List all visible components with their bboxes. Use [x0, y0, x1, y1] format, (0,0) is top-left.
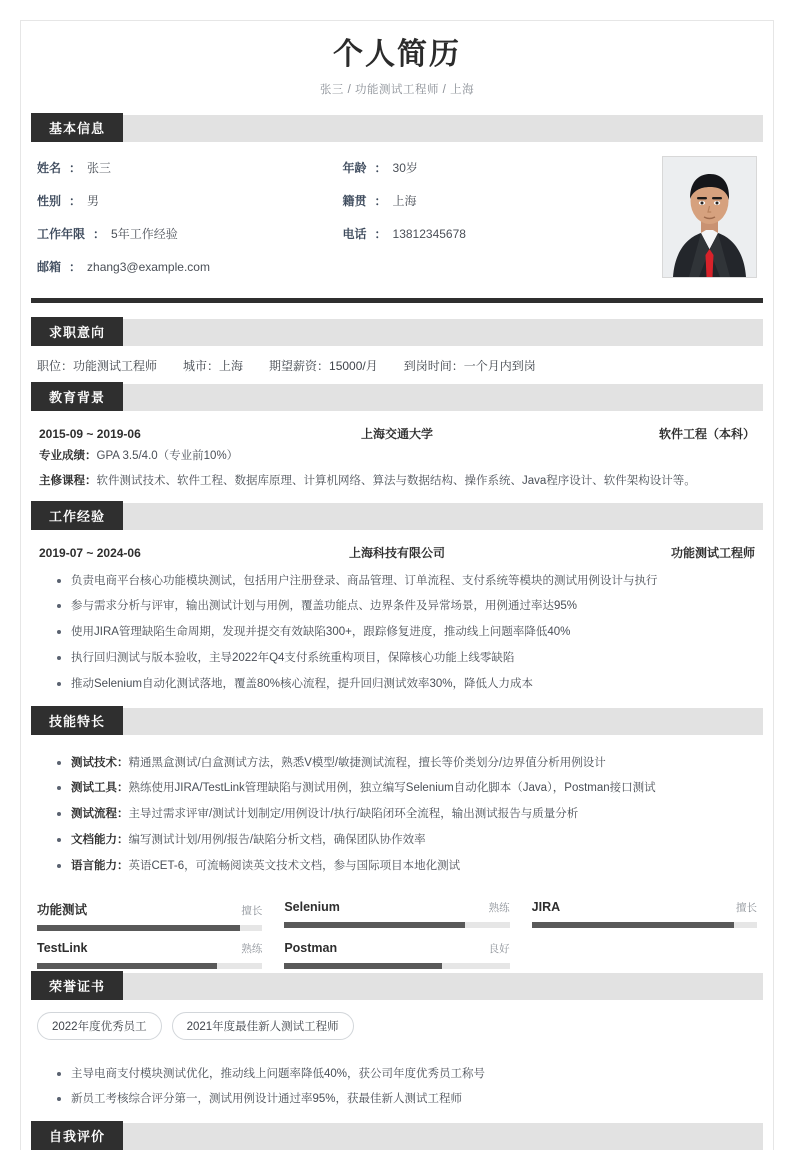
page-subtitle: 张三 / 功能测试工程师 / 上海	[319, 84, 475, 96]
work-role: 功能测试工程师	[670, 545, 755, 560]
skill-bar-fill	[284, 922, 464, 928]
skill-bullet-sep: ：	[117, 808, 129, 821]
field-separator: ：	[374, 227, 387, 241]
skill-bar-head	[284, 941, 509, 956]
field-phone	[343, 225, 649, 242]
status-badge: 2022年度优秀员工	[37, 1012, 162, 1040]
skill-bar-name: Postman	[284, 940, 338, 955]
field-name	[37, 159, 343, 176]
skill-bar-name: TestLink	[37, 940, 88, 955]
education-gpa-label: 专业成绩	[39, 450, 85, 462]
skill-bar-level: 良好	[488, 942, 510, 955]
skill-bar-head	[37, 900, 262, 918]
field-label: 籍贯	[342, 194, 367, 208]
skill-bullet-label: 文档能力	[71, 834, 117, 847]
field-separator: ：	[93, 227, 106, 241]
field-separator: ：	[69, 161, 82, 175]
skill-bullet-text: 英语CET-6，可流畅阅读英文技术文档，参与国际项目本地化测试	[128, 859, 461, 872]
skill-bullet-text: 主导过需求评审/测试计划制定/用例设计/执行/缺陷闭环全流程，输出测试报告与质量分析	[128, 808, 579, 821]
field-separator: ：	[69, 260, 82, 274]
page-title: 个人简历	[333, 38, 461, 71]
intention-position: 职位：功能测试工程师	[37, 359, 158, 373]
skill-bar-item	[284, 939, 509, 969]
work-company: 上海科技有限公司	[348, 545, 445, 560]
list-item: 参与需求分析与评审，输出测试计划与用例，覆盖功能点、边界条件及异常场景，用例通过率达95%	[57, 594, 755, 620]
section-header-skills	[31, 708, 763, 735]
list-item	[57, 776, 755, 802]
skill-bar-name: 功能测试	[37, 902, 88, 917]
work-date: 2019-07 ~ 2024-06	[39, 545, 141, 560]
skill-bar-track	[284, 922, 509, 928]
education-school: 上海交通大学	[360, 427, 433, 441]
education-major: 软件工程（本科）	[658, 427, 755, 441]
skill-bar-item	[37, 898, 262, 931]
section-title-selfeval: 自我评价	[31, 1121, 123, 1150]
field-value: 上海	[392, 194, 417, 208]
skill-bar-level: 擅长	[241, 904, 263, 917]
field-email	[37, 258, 343, 275]
field-separator: ：	[374, 194, 387, 208]
avatar	[662, 156, 757, 278]
field-value: zhang3@example.com	[87, 260, 210, 274]
skill-bullet-text: 编写测试计划/用例/报告/缺陷分析文档，确保团队协作效率	[128, 834, 426, 847]
skill-bullet-sep: ：	[117, 859, 129, 872]
skill-bar-level: 熟练	[241, 942, 263, 955]
education-gpa-value: GPA 3.5/4.0（专业前10%）	[96, 450, 239, 462]
skill-bar-track	[284, 963, 509, 969]
basic-info-fields	[37, 156, 648, 275]
field-separator: ：	[69, 194, 82, 208]
field-label: 年龄	[342, 161, 367, 175]
skill-bullet-sep: ：	[117, 782, 129, 795]
education-courses-value: 软件测试技术、软件工程、数据库原理、计算机网络、算法与数据结构、操作系统、Java程序设计、软件架构设计等。	[96, 475, 696, 488]
resume-sheet	[20, 20, 774, 1150]
field-value: 张三	[87, 161, 112, 175]
skill-bullet-text: 精通黑盒测试/白盒测试方法，熟悉V模型/敏捷测试流程，擅长等价类划分/边界值分析用例设计	[128, 756, 606, 769]
section-header-work	[31, 503, 763, 530]
honors-body	[21, 1046, 773, 1124]
skill-bar-name: JIRA	[531, 899, 561, 914]
skill-bar-head	[37, 941, 262, 956]
list-item: 推动Selenium自动化测试落地，覆盖80%核心流程，提升回归测试效率30%，降低人力成本	[57, 672, 755, 698]
list-item	[57, 751, 755, 777]
field-label: 电话	[342, 227, 367, 241]
section-title-basic: 基本信息	[31, 113, 123, 142]
section-title-work: 工作经验	[31, 501, 123, 530]
list-item: 主导电商支付模块测试优化，推动线上问题率降低40%，获公司年度优秀员工称号	[57, 1062, 755, 1088]
section-header-education	[31, 384, 763, 411]
skill-bullet-label: 测试技术	[71, 756, 117, 769]
skill-bar-fill	[284, 963, 442, 969]
document-header	[21, 21, 773, 115]
skill-bar-track	[37, 963, 262, 969]
skill-bullet-label: 语言能力	[71, 859, 117, 872]
list-item: 使用JIRA管理缺陷生命周期，发现并提交有效缺陷300+，跟踪修复进度，推动线上问题率降低40%	[57, 620, 755, 646]
skill-bar-fill	[532, 922, 735, 928]
education-gpa-sep: ：	[85, 450, 97, 462]
list-item	[57, 854, 755, 880]
field-separator: ：	[374, 161, 387, 175]
section-divider	[31, 298, 763, 303]
skill-bar-head	[532, 900, 757, 915]
field-label: 工作年限	[37, 227, 86, 241]
skill-bar-fill	[37, 963, 217, 969]
basic-info-block	[21, 142, 773, 284]
education-body	[21, 411, 773, 503]
field-gender	[37, 192, 343, 209]
field-value: 30岁	[392, 161, 418, 175]
honors-bullet-list	[37, 1062, 757, 1114]
field-experience-years	[37, 225, 343, 242]
education-entry-head	[37, 421, 757, 444]
education-courses-label: 主修课程	[39, 475, 85, 488]
section-header-intention	[31, 319, 763, 346]
work-entry-head	[37, 540, 757, 563]
section-title-honors: 荣誉证书	[31, 971, 123, 1000]
portrait-photo-icon	[663, 157, 756, 277]
skills-body	[21, 735, 773, 890]
list-item	[57, 802, 755, 828]
skill-bar-name: Selenium	[284, 899, 340, 914]
field-age	[343, 159, 649, 176]
education-date: 2015-09 ~ 2019-06	[39, 427, 141, 441]
skill-bar-item	[532, 898, 757, 931]
field-label: 性别	[37, 194, 62, 208]
skill-bar-grid	[21, 890, 773, 973]
intention-salary: 期望薪资：15000/月	[269, 359, 378, 373]
skill-bar-fill	[37, 925, 240, 931]
intention-available: 到岗时间：一个月内到岗	[403, 359, 536, 373]
field-label: 邮箱	[37, 260, 62, 274]
status-badge: 2021年度最佳新人测试工程师	[172, 1012, 354, 1040]
education-courses-sep: ：	[85, 475, 97, 488]
list-item: 负责电商平台核心功能模块测试，包括用户注册登录、商品管理、订单流程、支付系统等模块的测试用例设计与执行	[57, 569, 755, 595]
skill-bar-item	[37, 939, 262, 969]
section-title-intention: 求职意向	[31, 317, 123, 346]
education-courses-line	[37, 469, 757, 494]
list-item	[57, 828, 755, 854]
work-body	[21, 530, 773, 708]
skill-bullet-sep: ：	[117, 756, 129, 769]
honor-tag-row	[21, 1000, 773, 1046]
intention-city: 城市：上海	[183, 359, 244, 373]
skill-bar-item	[284, 898, 509, 931]
skill-bar-track	[37, 925, 262, 931]
skill-bar-head	[284, 900, 509, 915]
skill-bar-level: 擅长	[735, 901, 757, 914]
field-value: 男	[87, 194, 100, 208]
skill-bar-track	[532, 922, 757, 928]
section-title-education: 教育背景	[31, 382, 123, 411]
education-gpa-line	[37, 444, 757, 469]
field-value: 13812345678	[392, 227, 466, 241]
section-header-honors	[31, 973, 763, 1000]
skill-bullet-label: 测试流程	[71, 808, 117, 821]
field-value: 5年工作经验	[111, 227, 178, 241]
work-bullet-list	[37, 569, 757, 698]
skill-bullet-label: 测试工具	[71, 782, 117, 795]
skills-bullet-list	[37, 751, 757, 880]
skill-bar-level: 熟练	[488, 901, 510, 914]
skill-bar-empty-slot	[532, 939, 757, 969]
field-hometown	[343, 192, 649, 209]
skill-bullet-text: 熟练使用JIRA/TestLink管理缺陷与测试用例，独立编写Selenium自动化脚本（Java），Postman接口测试	[128, 782, 656, 795]
list-item: 新员工考核综合评分第一，测试用例设计通过率95%，获最佳新人测试工程师	[57, 1087, 755, 1113]
section-header-basic	[31, 115, 763, 142]
list-item: 执行回归测试与版本验收，主导2022年Q4支付系统重构项目，保障核心功能上线零缺陷	[57, 646, 755, 672]
section-title-skills: 技能特长	[31, 706, 123, 735]
skill-bullet-sep: ：	[117, 834, 129, 847]
field-label: 姓名	[37, 161, 62, 175]
section-header-selfeval	[31, 1123, 763, 1150]
job-intention-row	[21, 346, 773, 384]
